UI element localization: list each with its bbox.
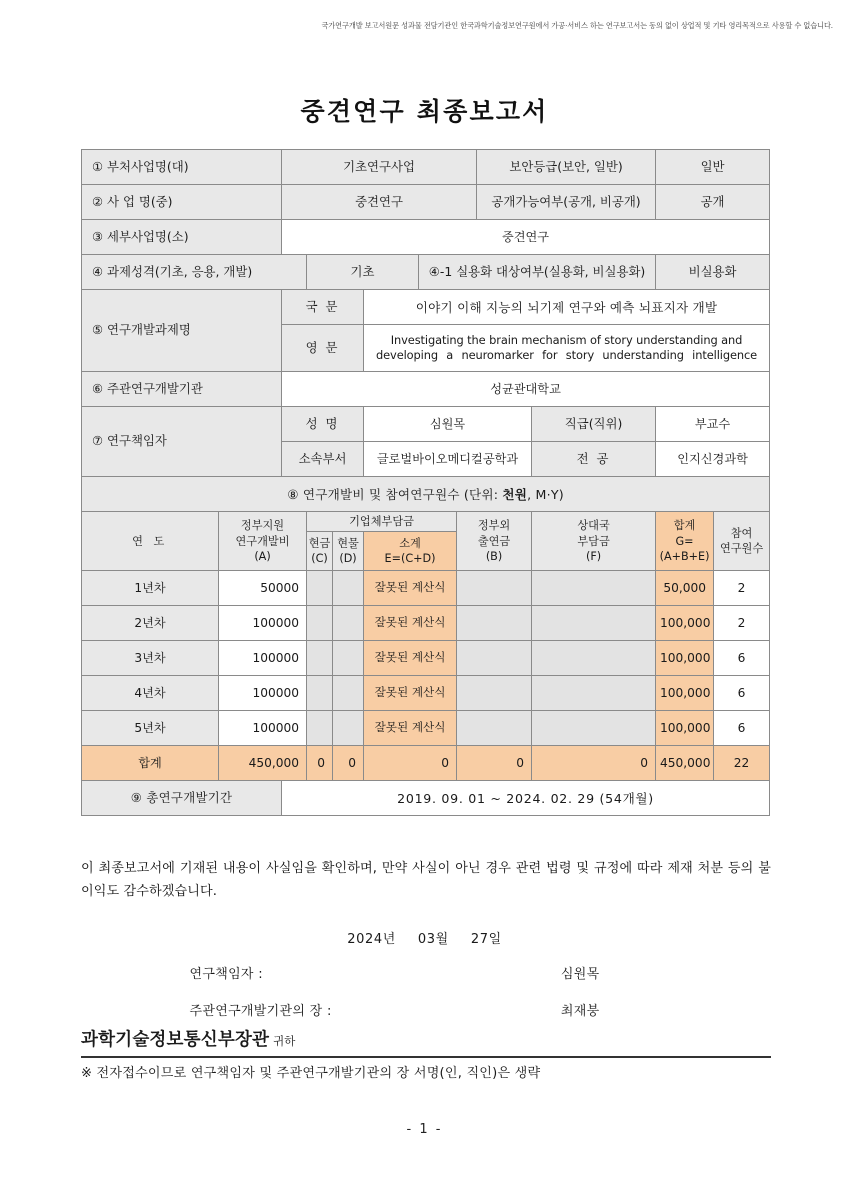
budget-nongov — [457, 606, 532, 641]
row7-position-label: 직급(직위) — [532, 407, 656, 442]
row1-security-value: 일반 — [656, 150, 770, 185]
signature-pi-row — [0, 963, 849, 982]
row4-value: 기초 — [307, 255, 419, 290]
budget-inkind — [333, 676, 364, 711]
signature-date — [0, 928, 849, 947]
row4-label: ④ 과제성격(기초, 응용, 개발) — [82, 255, 307, 290]
signature-day: 27일 — [470, 932, 502, 947]
row7-name-value: 심원목 — [364, 407, 532, 442]
table-row-host-institution — [82, 372, 770, 407]
budget-col-year: 연 도 — [82, 512, 219, 571]
table-row — [82, 711, 770, 746]
signature-month: 03월 — [417, 932, 449, 947]
total-inkind: 0 — [333, 746, 364, 781]
budget-researchers: 2 — [714, 571, 770, 606]
row7-dept-value: 글로벌바이오메디컬공학과 — [364, 442, 532, 477]
row2-label: ② 사 업 명(중) — [82, 185, 282, 220]
signature-org-row — [0, 1000, 849, 1019]
table-row-pi-name — [82, 407, 770, 442]
pi-signature-name: 심원목 — [560, 967, 600, 982]
row3-value: 중견연구 — [282, 220, 770, 255]
total-l2: G=(A+B+E) — [659, 534, 710, 563]
budget-inkind — [333, 571, 364, 606]
budget-partner — [532, 641, 656, 676]
budget-researchers: 6 — [714, 676, 770, 711]
table-row-sub-program — [82, 220, 770, 255]
page-number: - 1 - — [406, 1122, 443, 1137]
budget-subtotal: 잘못된 계산식 — [364, 641, 457, 676]
total-subtotal: 0 — [364, 746, 457, 781]
budget-inkind — [333, 711, 364, 746]
nongov-l3: (B) — [485, 549, 503, 563]
budget-gov: 100000 — [219, 676, 307, 711]
row4-commercialization-value: 비실용화 — [656, 255, 770, 290]
budget-title-unit: 천원 — [502, 486, 528, 502]
budget-inkind — [333, 641, 364, 676]
partner-l2: 부담금 — [577, 534, 610, 548]
budget-title-suffix: , M·Y) — [527, 486, 564, 502]
budget-cash — [307, 676, 333, 711]
budget-col-cash — [307, 532, 333, 571]
budget-cash — [307, 711, 333, 746]
electronic-submission-note: ※ 전자접수이므로 연구책임자 및 주관연구개발기관의 장 서명(인, 직인)은 생략 — [81, 1066, 541, 1081]
budget-col-nongov — [457, 512, 532, 571]
inkind-l2: (D) — [339, 552, 357, 566]
budget-nongov — [457, 676, 532, 711]
budget-col-partner — [532, 512, 656, 571]
row2-disclosure-value: 공개 — [656, 185, 770, 220]
budget-partner — [532, 606, 656, 641]
cash-l1: 현금 — [308, 537, 331, 550]
budget-cash — [307, 641, 333, 676]
total-l1: 합계 — [673, 519, 696, 533]
total-gov: 450,000 — [219, 746, 307, 781]
org-signature-label: 주관연구개발기관의 장 : — [189, 1004, 332, 1019]
minister-address-line — [81, 1026, 771, 1058]
budget-subtotal: 잘못된 계산식 — [364, 571, 457, 606]
pi-signature-label: 연구책임자 : — [189, 967, 263, 982]
budget-year: 1년차 — [82, 571, 219, 606]
row6-value: 성균관대학교 — [282, 372, 770, 407]
table-row-department-program — [82, 150, 770, 185]
budget-partner — [532, 711, 656, 746]
budget-subtotal: 잘못된 계산식 — [364, 676, 457, 711]
inkind-l1: 현물 — [337, 537, 359, 550]
total-partner: 0 — [532, 746, 656, 781]
row2-value: 중견연구 — [282, 185, 477, 220]
budget-gov: 100000 — [219, 711, 307, 746]
total-researchers: 22 — [714, 746, 770, 781]
table-row — [82, 606, 770, 641]
table-row — [82, 676, 770, 711]
budget-col-subtotal — [364, 532, 457, 571]
budget-col-inkind — [333, 532, 364, 571]
total-label: 합계 — [82, 746, 219, 781]
signature-year: 2024년 — [347, 932, 396, 947]
budget-cash — [307, 571, 333, 606]
subtotal-l1: 소계 — [399, 537, 421, 550]
nongov-l1: 정부외 — [477, 519, 511, 533]
budget-total-row — [82, 746, 770, 781]
budget-researchers: 6 — [714, 711, 770, 746]
row5-label: ⑤ 연구개발과제명 — [82, 290, 282, 372]
row4-commercialization-label: ④-1 실용화 대상여부(실용화, 비실용화) — [419, 255, 656, 290]
minister-honorific: 귀하 — [273, 1034, 296, 1048]
total-cash: 0 — [307, 746, 333, 781]
researchers-l1: 참여 — [730, 526, 753, 540]
total-nongov: 0 — [457, 746, 532, 781]
budget-inkind — [333, 606, 364, 641]
budget-section-title — [82, 477, 770, 512]
researchers-l2: 연구원수 — [719, 542, 764, 556]
budget-header-row-1 — [82, 512, 770, 532]
table-row-research-period — [82, 781, 770, 816]
report-info-table — [81, 149, 770, 816]
org-signature-name: 최재붕 — [560, 1004, 600, 1019]
budget-gov: 50000 — [219, 571, 307, 606]
budget-year: 3년차 — [82, 641, 219, 676]
budget-col-gov-fund — [219, 512, 307, 571]
budget-total: 100,000 — [656, 711, 714, 746]
declaration-statement: 이 최종보고서에 기재된 내용이 사실임을 확인하며, 만약 사실이 아닌 경우 관련 법령 및 규정에 따라 제재 처분 등의 불이익도 감수하겠습니다. — [81, 861, 771, 899]
row5-en-value: Investigating the brain mechanism of story understanding and developing a neuromarker for story understanding intelligence — [364, 325, 770, 372]
row5-ko-value: 이야기 이해 지능의 뇌기제 연구와 예측 뇌표지자 개발 — [364, 290, 770, 325]
table-row-project-type — [82, 255, 770, 290]
row7-position-value: 부교수 — [656, 407, 770, 442]
budget-col-total — [656, 512, 714, 571]
row7-name-label: 성 명 — [282, 407, 364, 442]
nongov-l2: 출연금 — [477, 534, 511, 548]
table-row — [82, 571, 770, 606]
budget-col-researchers — [714, 512, 770, 571]
budget-researchers: 6 — [714, 641, 770, 676]
row5-ko-label: 국 문 — [282, 290, 364, 325]
budget-partner — [532, 676, 656, 711]
total-grand: 450,000 — [656, 746, 714, 781]
budget-nongov — [457, 641, 532, 676]
row2-disclosure-label: 공개가능여부(공개, 비공개) — [477, 185, 656, 220]
row7-label: ⑦ 연구책임자 — [82, 407, 282, 477]
budget-total: 50,000 — [656, 571, 714, 606]
budget-gov: 100000 — [219, 606, 307, 641]
row6-label: ⑥ 주관연구개발기관 — [82, 372, 282, 407]
partner-l1: 상대국 — [577, 519, 610, 533]
row7-major-value: 인지신경과학 — [656, 442, 770, 477]
cash-l2: (C) — [311, 552, 328, 566]
budget-year: 5년차 — [82, 711, 219, 746]
budget-nongov — [457, 711, 532, 746]
page-title: 중견연구 최종보고서 — [300, 97, 549, 126]
budget-gov: 100000 — [219, 641, 307, 676]
minister-title: 과학기술정보통신부장관 — [81, 1030, 270, 1050]
row7-dept-label: 소속부서 — [282, 442, 364, 477]
gov-fund-l3: (A) — [254, 549, 271, 563]
row9-value: 2019. 09. 01 ~ 2024. 02. 29 (54개월) — [282, 781, 770, 816]
budget-partner — [532, 571, 656, 606]
row5-en-label: 영 문 — [282, 325, 364, 372]
table-row-project-title-ko — [82, 290, 770, 325]
budget-year: 2년차 — [82, 606, 219, 641]
budget-subtotal: 잘못된 계산식 — [364, 606, 457, 641]
row7-major-label: 전 공 — [532, 442, 656, 477]
row9-label: ⑨ 총연구개발기간 — [82, 781, 282, 816]
partner-l3: (F) — [585, 549, 602, 563]
gov-fund-l1: 정부지원 — [240, 519, 285, 533]
row1-value: 기초연구사업 — [282, 150, 477, 185]
subtotal-l2: E=(C+D) — [384, 552, 436, 566]
row1-label: ① 부처사업명(대) — [82, 150, 282, 185]
table-row-budget-section-header — [82, 477, 770, 512]
table-row — [82, 641, 770, 676]
copyright-notice: 국가연구개발 보고서원문 성과물 전담기관인 한국과학기술정보연구원에서 가공·서비스 하는 연구보고서는 동의 없이 상업적 및 기타 영리목적으로 사용할 수 없습니다. — [321, 21, 833, 30]
gov-fund-l2: 연구개발비 — [235, 534, 290, 548]
budget-researchers: 2 — [714, 606, 770, 641]
budget-title-prefix: ⑧ 연구개발비 및 참여연구원수 (단위: — [287, 486, 503, 502]
budget-total: 100,000 — [656, 676, 714, 711]
budget-col-company-group: 기업체부담금 — [307, 512, 457, 532]
row3-label: ③ 세부사업명(소) — [82, 220, 282, 255]
budget-total: 100,000 — [656, 641, 714, 676]
budget-nongov — [457, 571, 532, 606]
budget-year: 4년차 — [82, 676, 219, 711]
budget-cash — [307, 606, 333, 641]
budget-total: 100,000 — [656, 606, 714, 641]
row1-security-label: 보안등급(보안, 일반) — [477, 150, 656, 185]
budget-subtotal: 잘못된 계산식 — [364, 711, 457, 746]
table-row-program-name — [82, 185, 770, 220]
